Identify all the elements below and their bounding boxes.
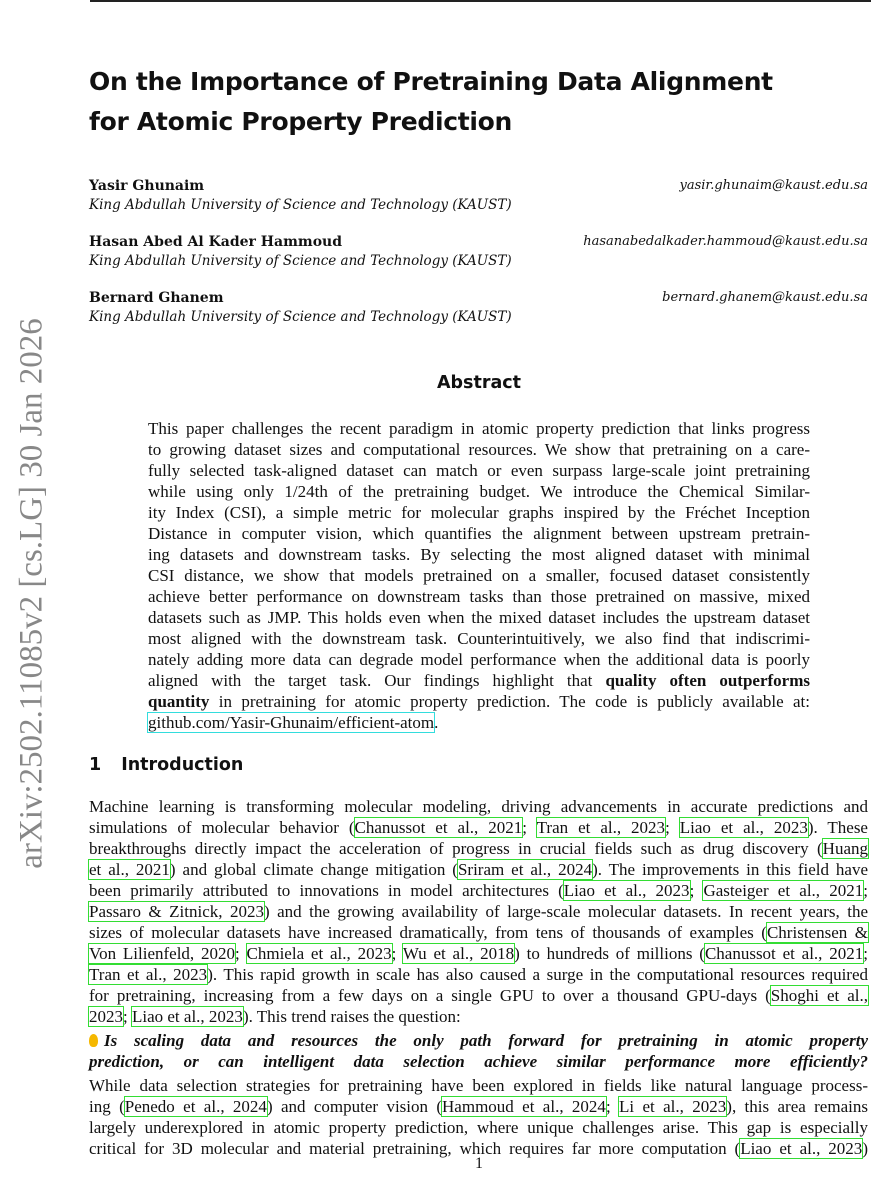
text-span: fully selected task-aligned dataset can match or even surpass large-scale joint pretraining: [148, 461, 810, 480]
citation-link[interactable]: Li et al., 2023: [619, 1097, 727, 1116]
citation-link[interactable]: Liao et al., 2023: [563, 881, 690, 900]
text-span: ), this area remains: [726, 1097, 868, 1116]
section-title: Introduction: [121, 755, 244, 775]
text-line: [148, 439, 810, 460]
header-rule: [90, 0, 871, 2]
text-line: [148, 502, 810, 523]
lightbulb-icon: [89, 1034, 98, 1047]
text-line: [148, 586, 810, 607]
text-span: in pretraining for atomic property prediction. The code is publicly available at:: [209, 692, 810, 711]
citation-link[interactable]: Hammoud et al., 2024: [442, 1097, 606, 1116]
citation-link[interactable]: Liao et al., 2023: [679, 818, 808, 837]
text-span: ;: [863, 881, 868, 900]
text-line: [89, 1075, 868, 1096]
text-line: [148, 418, 810, 439]
text-line: [148, 481, 810, 502]
text-span: ing (: [89, 1097, 125, 1116]
text-line: [148, 649, 810, 670]
text-span: ) and global climate change mitigation (: [169, 860, 458, 879]
citation-link[interactable]: Penedo et al., 2024: [124, 1097, 267, 1116]
text-span: .: [434, 713, 439, 732]
author-name: Bernard Ghanem: [89, 290, 224, 306]
text-span: most aligned with the downstream task. Counterintuitively, we also find that indiscrimi-: [148, 629, 810, 648]
text-span: ;: [863, 944, 868, 963]
text-span: CSI distance, we show that models pretrained on a smaller, focused dataset consistently: [148, 566, 810, 585]
citation-link[interactable]: Chanussot et al., 2021: [704, 944, 864, 963]
citation-link[interactable]: Christensen &: [766, 923, 868, 942]
author-affiliation: King Abdullah University of Science and Technology (KAUST): [89, 309, 512, 325]
citation-link[interactable]: Liao et al., 2023: [740, 1139, 863, 1158]
text-span: ;: [234, 944, 247, 963]
text-line: [89, 796, 868, 817]
paper-title: [89, 62, 773, 142]
title-line: for Atomic Property Prediction: [89, 107, 513, 136]
text-span: ) and the growing availability of large-scale molecular datasets. In recent years, the: [263, 902, 868, 921]
text-span: This paper challenges the recent paradigm in atomic property prediction that links progress: [148, 419, 810, 438]
citation-link[interactable]: Chmiela et al., 2023: [246, 944, 392, 963]
question-line: prediction, or can intelligent data selection achieve similar performance more efficiently?: [89, 1052, 868, 1071]
text-span: ;: [665, 818, 680, 837]
citation-link[interactable]: Passaro & Zitnick, 2023: [89, 902, 264, 921]
citation-link[interactable]: Tran et al., 2023: [89, 965, 208, 984]
text-span: ;: [689, 881, 704, 900]
text-line: [89, 943, 868, 964]
text-line: [148, 670, 810, 691]
text-span: While data selection strategies for pretraining have been explored in fields like natural language process-: [89, 1076, 868, 1095]
author-block: [89, 290, 868, 325]
text-span: ) and computer vision (: [266, 1097, 443, 1116]
text-line: [89, 901, 868, 922]
text-span: ): [862, 1139, 868, 1158]
text-line: [148, 523, 810, 544]
citation-link[interactable]: Tran et al., 2023: [536, 818, 666, 837]
text-line: [148, 691, 810, 712]
author-email[interactable]: hasanabedalkader.hammoud@kaust.edu.sa: [583, 234, 868, 249]
citation-link[interactable]: Chanussot et al., 2021: [354, 818, 523, 837]
text-span: ;: [605, 1097, 620, 1116]
abstract-heading: Abstract: [436, 373, 522, 393]
author-email[interactable]: yasir.ghunaim@kaust.edu.sa: [679, 178, 868, 193]
text-line: [89, 880, 868, 901]
abstract-text: [148, 418, 810, 733]
title-line: On the Importance of Pretraining Data Alignment: [89, 67, 773, 96]
code-url-link[interactable]: github.com/Yasir-Ghunaim/efficient-atom: [148, 713, 435, 732]
text-line: [89, 1096, 868, 1117]
text-span: breakthroughs directly impact the acceleration of progress in crucial fields such as drug discovery (: [89, 839, 823, 858]
citation-link[interactable]: 2023: [89, 1007, 123, 1026]
text-line: [89, 817, 868, 838]
text-span: ;: [391, 944, 403, 963]
text-line: [89, 922, 868, 943]
text-span: been primarily attributed to innovations in model architectures (: [89, 881, 564, 900]
text-span: ;: [123, 1007, 132, 1026]
citation-link[interactable]: Sriram et al., 2024: [457, 860, 593, 879]
author-block: [89, 178, 868, 213]
bold-emphasis: quality often outperforms: [605, 671, 810, 690]
text-span: for pretraining, increasing from a few days on a single GPU to over a thousand GPU-days (: [89, 986, 771, 1005]
text-span: ). This trend raises the question:: [242, 1007, 461, 1026]
text-line: [89, 838, 868, 859]
text-span: simulations of molecular behavior (: [89, 818, 355, 837]
text-span: to growing dataset sizes and computational resources. We show that pretraining on a care-: [148, 440, 810, 459]
text-span: datasets such as JMP. This holds even when the mixed dataset includes the upstream dataset: [148, 608, 810, 627]
citation-link[interactable]: Von Lilienfeld, 2020: [89, 944, 235, 963]
citation-link[interactable]: Gasteiger et al., 2021: [703, 881, 864, 900]
text-span: ing datasets and downstream tasks. By selecting the most aligned dataset with minimal: [148, 545, 810, 564]
text-span: largely underexplored in atomic property prediction, where unique challenges arise. This gap is especially: [89, 1118, 868, 1137]
text-span: while using only 1/24th of the pretraining budget. We introduce the Chemical Similar-: [148, 482, 810, 501]
text-span: aligned with the target task. Our findings highlight that: [148, 671, 606, 690]
text-span: ). The improvements in this field have: [592, 860, 869, 879]
text-line: [148, 565, 810, 586]
text-line: [89, 859, 868, 880]
text-span: achieve better performance on downstream tasks than those pretrained on massive, mixed: [148, 587, 810, 606]
intro-paragraph-2: [89, 1075, 868, 1159]
citation-link[interactable]: Liao et al., 2023: [131, 1007, 243, 1026]
text-span: Machine learning is transforming molecular modeling, driving advancements in accurate predictions and: [89, 797, 868, 816]
citation-link[interactable]: et al., 2021: [89, 860, 170, 879]
text-span: critical for 3D molecular and material pretraining, which requires far more computation (: [89, 1139, 741, 1158]
author-email[interactable]: bernard.ghanem@kaust.edu.sa: [662, 290, 868, 305]
intro-paragraph: [89, 796, 868, 1027]
research-question: [89, 1030, 868, 1072]
citation-link[interactable]: Shoghi et al.,: [770, 986, 868, 1005]
citation-link[interactable]: Huang: [822, 839, 868, 858]
text-line: [148, 712, 810, 733]
text-span: ;: [522, 818, 537, 837]
text-line: [148, 628, 810, 649]
text-line: [89, 1006, 868, 1027]
text-line: [148, 544, 810, 565]
page-number: 1: [475, 1155, 483, 1172]
section-heading: [89, 755, 243, 775]
text-line: [89, 964, 868, 985]
section-number: 1: [89, 755, 102, 775]
arxiv-stamp: arXiv:2502.11085v2 [cs.LG] 30 Jan 2026: [13, 318, 50, 869]
text-line: [89, 985, 868, 1006]
text-span: ). This rapid growth in scale has also caused a surge in the computational resources required: [207, 965, 868, 984]
text-span: Distance in computer vision, which quantifies the alignment between upstream pretrain-: [148, 524, 810, 543]
author-name: Hasan Abed Al Kader Hammoud: [89, 234, 342, 250]
text-span: nately adding more data can degrade model performance when the additional data is poorly: [148, 650, 810, 669]
text-span: ity Index (CSI), a simple metric for molecular graphs inspired by the Fréchet Inception: [148, 503, 810, 522]
bold-emphasis: quantity: [148, 692, 210, 711]
question-line: Is scaling data and resources the only path forward for pretraining in atomic property: [89, 1030, 868, 1051]
citation-link[interactable]: Wu et al., 2018: [402, 944, 515, 963]
text-span: ). These: [807, 818, 868, 837]
text-line: [148, 460, 810, 481]
author-affiliation: King Abdullah University of Science and Technology (KAUST): [89, 197, 512, 213]
author-name: Yasir Ghunaim: [89, 178, 205, 194]
text-span: ) to hundreds of millions (: [514, 944, 705, 963]
author-block: [89, 234, 868, 269]
text-line: [148, 607, 810, 628]
text-span: sizes of molecular datasets have increased dramatically, from tens of thousands of examples (: [89, 923, 767, 942]
author-affiliation: King Abdullah University of Science and Technology (KAUST): [89, 253, 512, 269]
text-line: [89, 1117, 868, 1138]
